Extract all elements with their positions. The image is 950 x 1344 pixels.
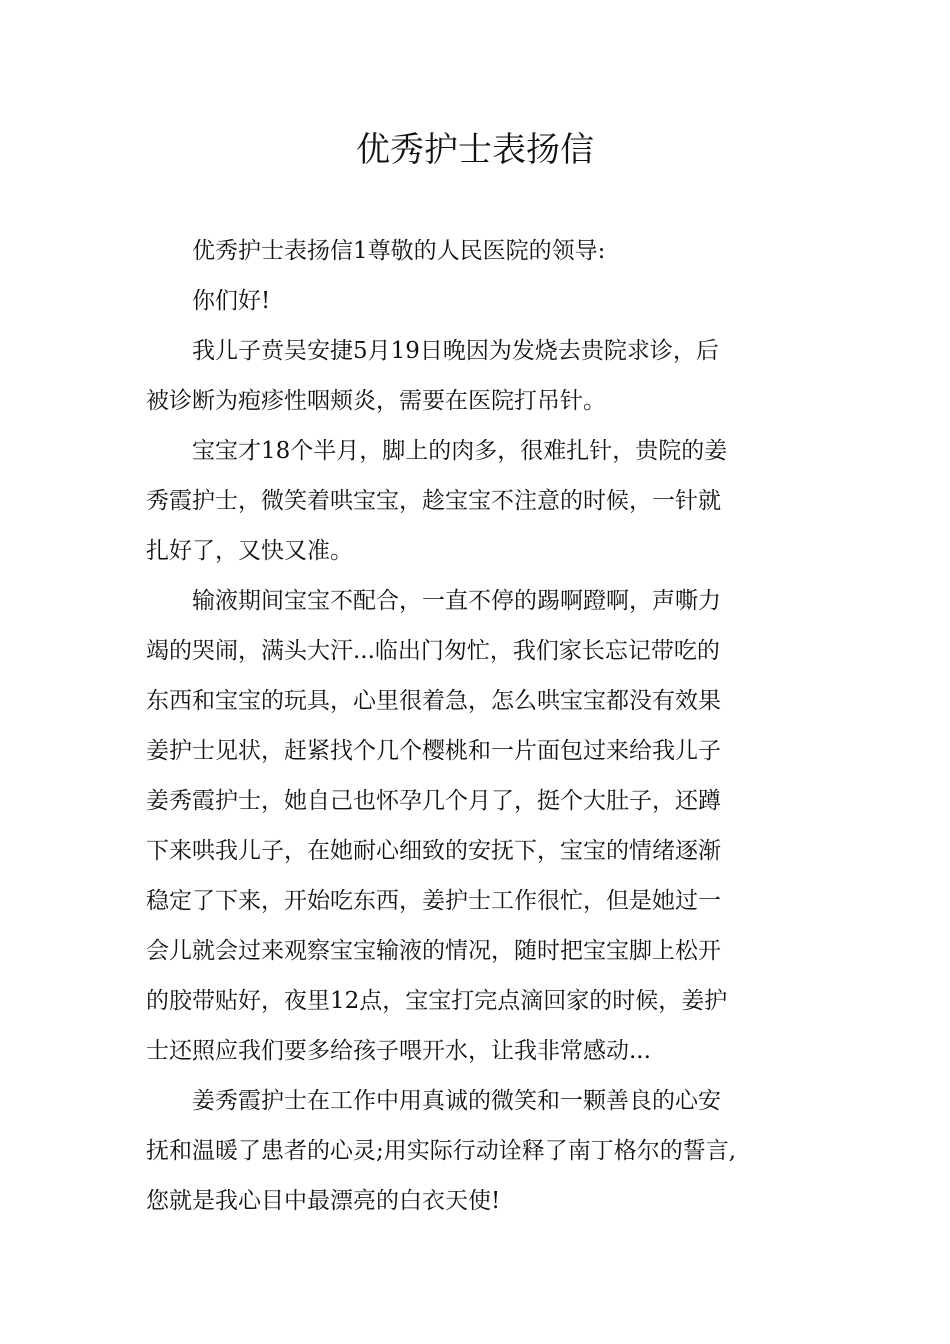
paragraph-line: 姜护士见状，赶紧找个几个樱桃和一片面包过来给我儿子 xyxy=(146,738,721,764)
paragraph-conclusion xyxy=(146,1076,812,1226)
paragraph-line: 扎好了，又快又准。 xyxy=(146,538,353,564)
paragraph-line: 姜秀霞护士，她自己也怀孕几个月了，挺个大肚子，还蹲 xyxy=(146,788,721,814)
paragraph-line: 竭的哭闹，满头大汗...临出门匆忙，我们家长忘记带吃的 xyxy=(146,638,720,664)
document-body xyxy=(146,226,812,1226)
paragraph-line: 姜秀霞护士在工作中用真诚的微笑和一颗善良的心安 xyxy=(192,1088,721,1114)
paragraph-injection xyxy=(146,426,812,576)
paragraph-line: 您就是我心目中最漂亮的白衣天使! xyxy=(146,1188,501,1214)
paragraph-diagnosis xyxy=(146,326,812,426)
paragraph-line: 抚和温暖了患者的心灵;用实际行动诠释了南丁格尔的誓言, xyxy=(146,1138,737,1164)
paragraph-line: 的胶带贴好，夜里12点，宝宝打完点滴回家的时候，姜护 xyxy=(146,988,728,1014)
paragraph-line: 下来哄我儿子，在她耐心细致的安抚下，宝宝的情绪逐渐 xyxy=(146,838,721,864)
paragraph-line: 宝宝才18个半月，脚上的肉多，很难扎针，贵院的姜 xyxy=(192,438,728,464)
paragraph-infusion xyxy=(146,576,812,1076)
paragraph-line: 你们好! xyxy=(192,288,271,314)
document-title: 优秀护士表扬信 xyxy=(356,130,594,170)
paragraph-line: 东西和宝宝的玩具，心里很着急，怎么哄宝宝都没有效果 xyxy=(146,688,721,714)
paragraph-line: 稳定了下来，开始吃东西，姜护士工作很忙，但是她过一 xyxy=(146,888,721,914)
paragraph-salutation xyxy=(146,276,812,326)
paragraph-line: 士还照应我们要多给孩子喂开水，让我非常感动... xyxy=(146,1038,651,1064)
paragraph-line: 我儿子贲吴安捷5月19日晚因为发烧去贵院求诊，后 xyxy=(192,338,719,364)
paragraph-line: 被诊断为疱疹性咽颊炎，需要在医院打吊针。 xyxy=(146,388,606,414)
paragraph-line: 优秀护士表扬信1尊敬的人民医院的领导: xyxy=(192,238,606,264)
paragraph-greeting xyxy=(146,226,812,276)
paragraph-line: 会儿就会过来观察宝宝输液的情况，随时把宝宝脚上松开 xyxy=(146,938,721,964)
paragraph-line: 秀霞护士，微笑着哄宝宝，趁宝宝不注意的时候，一针就 xyxy=(146,488,721,514)
paragraph-line: 输液期间宝宝不配合，一直不停的踢啊蹬啊，声嘶力 xyxy=(192,588,721,614)
